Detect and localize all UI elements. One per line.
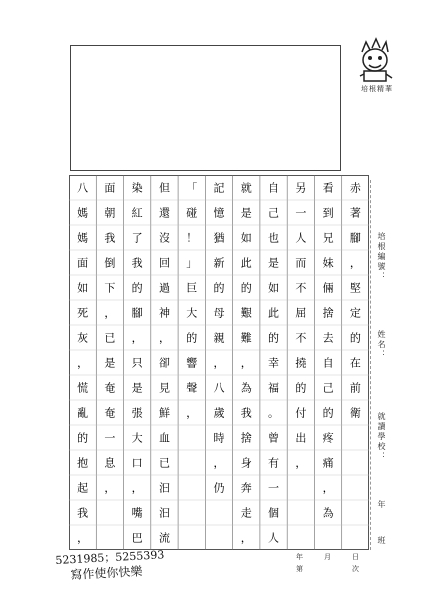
grid-cell-char: 一 — [295, 206, 307, 220]
grid-cell-char: 流 — [158, 531, 170, 545]
grid-cell-char: 染 — [131, 181, 143, 195]
grid-cell-char: 個 — [268, 506, 280, 520]
grid-cell-char: ， — [77, 356, 89, 370]
grid-cell-char: 如 — [268, 281, 280, 295]
grid-cell-char: 著 — [349, 206, 361, 220]
grid-cell-char: ， — [295, 456, 307, 470]
grid-cell-char: 媽 — [77, 206, 89, 220]
grid-cell-char: ， — [104, 306, 116, 320]
grid-cell-char: 的 — [131, 281, 143, 295]
count-label: 次 — [352, 565, 359, 573]
grid-cell-char: 面 — [77, 256, 89, 270]
month-label: 月 — [324, 553, 331, 561]
grid-cell-char: 己 — [322, 381, 334, 395]
grid-cell-char: 有 — [268, 456, 280, 470]
grid-cell-char: 沒 — [158, 231, 170, 245]
grid-cell-char: 抱 — [77, 456, 89, 470]
grid-cell-char: 巴 — [131, 531, 143, 545]
page-label: 第 — [296, 565, 303, 573]
grid-cell-char: 我 — [240, 406, 252, 420]
grid-cell-char: 己 — [268, 206, 280, 220]
grid-cell-char: ， — [131, 331, 143, 345]
grid-cell-char: 大 — [186, 306, 198, 320]
grid-cell-char: 奄 — [104, 381, 116, 395]
grid-cell-char: 起 — [77, 481, 89, 495]
grid-cell-char: ， — [322, 481, 334, 495]
grid-cell-char: 的 — [349, 331, 361, 345]
grid-cell-char: 卻 — [158, 356, 170, 370]
grid-cell-char: 只 — [131, 356, 143, 370]
grid-cell-char: 媽 — [77, 231, 89, 245]
grid-cell-char: 響 — [186, 356, 198, 370]
grid-cell-char: 記 — [213, 181, 225, 195]
grid-cell-char: 前 — [349, 381, 361, 395]
right-dashed-divider — [370, 180, 371, 550]
class-label: 班 — [377, 536, 386, 546]
grid-cell-char: 到 — [322, 206, 334, 220]
grid-cell-char: 腳 — [349, 231, 361, 245]
grid-cell-char: ， — [213, 456, 225, 470]
grid-cell-char: ， — [240, 356, 252, 370]
teacher-comment-box — [70, 45, 341, 171]
grid-cell-char: 八 — [213, 381, 225, 395]
grid-cell-char: 倆 — [322, 281, 334, 295]
grid-cell-char: ， — [104, 481, 116, 495]
grid-cell-char: 不 — [295, 331, 307, 345]
grid-cell-char: ！ — [186, 231, 198, 245]
grid-cell-char: 「 — [186, 181, 198, 195]
grid-cell-char: 憶 — [213, 206, 225, 220]
writing-grid — [69, 175, 369, 550]
grid-cell-char: 猶 — [213, 231, 225, 245]
grid-cell-char: 去 — [322, 331, 334, 345]
mascot-stamp-icon — [352, 36, 398, 108]
grid-cell-char: 屈 — [295, 306, 307, 320]
grid-cell-char: 的 — [322, 406, 334, 420]
grid-cell-char: 我 — [131, 256, 143, 270]
grid-cell-char: 人 — [268, 531, 280, 545]
grid-cell-char: 自 — [322, 356, 334, 370]
school-code-label: 培根編號： — [377, 232, 386, 282]
grid-cell-char: 了 — [131, 231, 143, 245]
grid-cell-char: 福 — [268, 381, 280, 395]
grid-cell-char: 身 — [240, 456, 252, 470]
grid-cell-char: 口 — [131, 456, 143, 470]
grid-cell-char: 我 — [77, 506, 89, 520]
grid-cell-char: 朝 — [104, 206, 116, 220]
grid-cell-char: 新 — [213, 256, 225, 270]
grid-cell-char: 時 — [213, 431, 225, 445]
grid-cell-char: 如 — [77, 281, 89, 295]
grid-cell-char: 曾 — [268, 431, 280, 445]
grid-cell-char: 為 — [322, 506, 334, 520]
grid-cell-char: 碰 — [186, 206, 198, 220]
day-label: 日 — [352, 553, 359, 561]
grid-cell-char: 為 — [240, 381, 252, 395]
grid-cell-char: 是 — [240, 206, 252, 220]
grid-cell-char: ， — [240, 531, 252, 545]
grid-cell-char: 艱 — [240, 306, 252, 320]
grid-cell-char: 奄 — [104, 406, 116, 420]
grid-cell-char: 還 — [158, 206, 170, 220]
grid-cell-char: 慌 — [77, 381, 89, 395]
grid-cell-char: 人 — [295, 231, 307, 245]
grid-cell-char: 一 — [104, 431, 116, 445]
grid-cell-char: 腳 — [131, 306, 143, 320]
grid-cell-char: 此 — [268, 306, 280, 320]
grid-cell-char: 一 — [268, 481, 280, 495]
grid-cell-char: 倒 — [104, 256, 116, 270]
grid-cell-char: 是 — [131, 381, 143, 395]
grid-cell-char: 如 — [240, 231, 252, 245]
grid-cell-char: 的 — [268, 331, 280, 345]
school-label: 就讀學校： — [377, 412, 386, 462]
grid-cell-char: ， — [158, 331, 170, 345]
footer-slogan: 寫作使你快樂 — [70, 564, 143, 582]
grid-cell-char: 看 — [322, 181, 334, 195]
grid-cell-char: 下 — [104, 281, 116, 295]
year-label: 年 — [296, 553, 303, 561]
grid-cell-char: 走 — [240, 506, 252, 520]
grid-cell-char: 自 — [268, 181, 280, 195]
stamp-label: 培根精華 — [361, 85, 393, 93]
grid-cell-char: 兄 — [322, 231, 334, 245]
grid-cell-char: 死 — [77, 306, 89, 320]
footer-phone: 5231985；5255393 — [55, 548, 165, 567]
grid-cell-char: 見 — [158, 381, 170, 395]
grid-cell-char: 我 — [104, 231, 116, 245]
grid-cell-char: 的 — [295, 381, 307, 395]
grid-cell-char: ， — [77, 531, 89, 545]
grid-cell-char: 定 — [349, 306, 361, 320]
grid-cell-char: 的 — [213, 281, 225, 295]
grid-cell-char: 」 — [186, 256, 198, 270]
grid-cell-char: 捨 — [322, 306, 334, 320]
grid-cell-char: 妹 — [322, 256, 334, 270]
grid-cell-char: 是 — [104, 356, 116, 370]
grid-cell-char: 痛 — [322, 456, 334, 470]
grid-cell-char: ， — [186, 406, 198, 420]
grid-cell-char: 幸 — [268, 356, 280, 370]
grid-cell-char: 撓 — [295, 356, 307, 370]
grade-label: 年 — [377, 500, 386, 510]
grid-cell-char: 在 — [349, 356, 361, 370]
grid-cell-char: 鮮 — [158, 406, 170, 420]
grid-cell-char: 張 — [131, 406, 143, 420]
grid-cell-char: 衛 — [349, 406, 361, 420]
grid-cell-char: 回 — [158, 256, 170, 270]
grid-cell-char: 大 — [131, 431, 143, 445]
grid-cell-char: 奔 — [240, 481, 252, 495]
grid-cell-char: 神 — [158, 306, 170, 320]
grid-cell-char: 巨 — [186, 281, 198, 295]
grid-cell-char: 赤 — [349, 181, 361, 195]
grid-cell-char: 母 — [213, 306, 225, 320]
student-name-label: 姓名： — [377, 330, 386, 360]
grid-cell-char: 親 — [213, 331, 225, 345]
grid-cell-char: 堅 — [349, 281, 361, 295]
grid-cell-char: 灰 — [77, 331, 89, 345]
grid-cell-char: ， — [131, 481, 143, 495]
grid-cell-char: 仍 — [213, 481, 225, 495]
grid-cell-char: 的 — [77, 431, 89, 445]
grid-cell-char: 紅 — [131, 206, 143, 220]
grid-cell-char: 出 — [295, 431, 307, 445]
grid-cell-char: 聲 — [186, 381, 198, 395]
grid-cell-char: 嘴 — [131, 506, 143, 520]
grid-cell-char: 的 — [240, 281, 252, 295]
grid-cell-char: 此 — [240, 256, 252, 270]
grid-cell-char: 另 — [295, 181, 307, 195]
grid-cell-char: 疼 — [322, 431, 334, 445]
grid-cell-char: 的 — [186, 331, 198, 345]
grid-cell-char: 難 — [240, 331, 252, 345]
grid-cell-char: 但 — [158, 181, 170, 195]
grid-cell-char: 付 — [295, 406, 307, 420]
grid-cell-char: 面 — [104, 181, 116, 195]
grid-cell-char: 不 — [295, 281, 307, 295]
grid-cell-char: 過 — [158, 281, 170, 295]
grid-cell-char: 息 — [104, 456, 116, 470]
grid-cell-char: 是 — [268, 256, 280, 270]
grid-cell-char: 血 — [158, 431, 170, 445]
grid-cell-char: 就 — [240, 181, 252, 195]
grid-cell-char: 亂 — [77, 406, 89, 420]
grid-cell-char: 歲 — [213, 406, 225, 420]
grid-cell-char: ， — [213, 356, 225, 370]
grid-cell-char: 汩 — [158, 481, 170, 495]
grid-cell-char: 八 — [77, 181, 89, 195]
grid-cell-char: 捨 — [240, 431, 252, 445]
grid-cell-char: 。 — [268, 406, 280, 420]
grid-cell-char: 而 — [295, 256, 307, 270]
grid-cell-char: ， — [349, 256, 361, 270]
grid-cell-char: 已 — [104, 331, 116, 345]
grid-cell-char: 已 — [158, 456, 170, 470]
grid-cell-char: 汩 — [158, 506, 170, 520]
grid-cell-char: 也 — [268, 231, 280, 245]
